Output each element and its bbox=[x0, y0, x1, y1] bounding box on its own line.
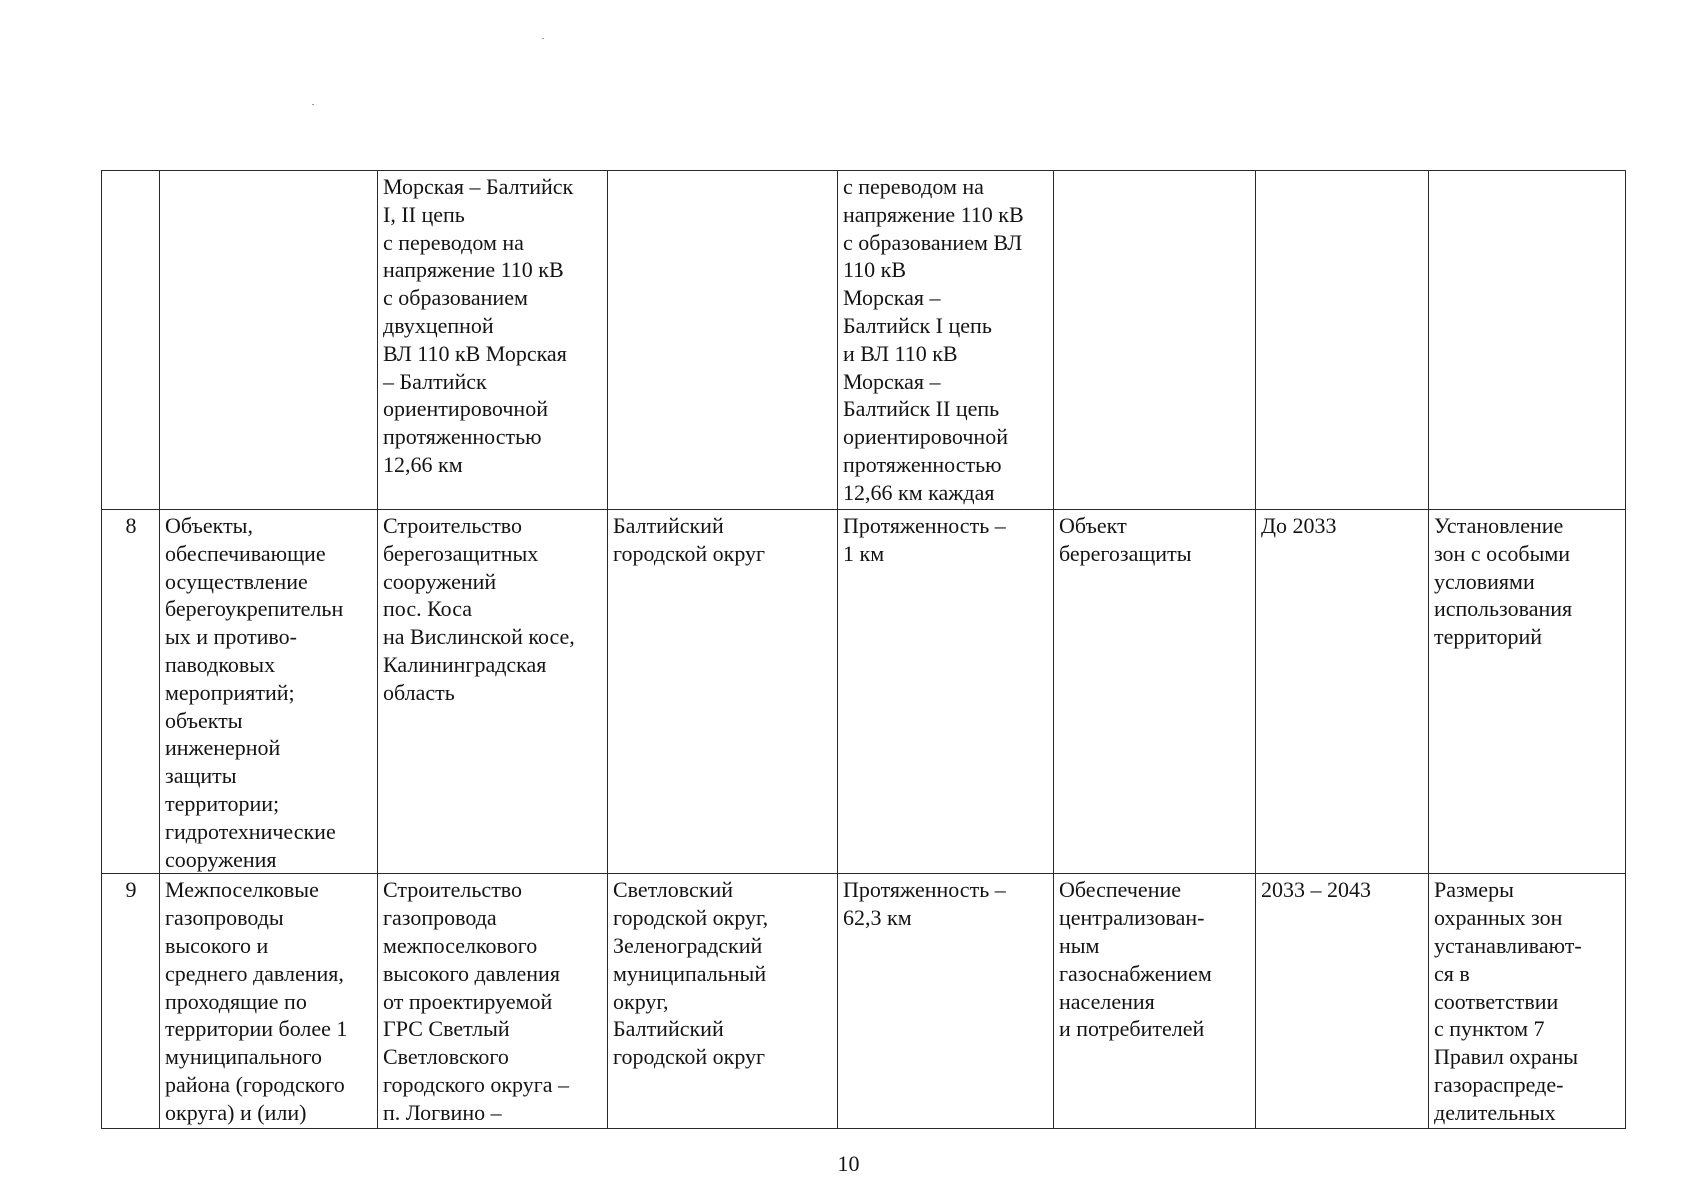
cell-line: на Вислинской косе, bbox=[383, 624, 575, 650]
cell-line: с образованием bbox=[383, 285, 528, 311]
cell-line: охранных зон bbox=[1434, 905, 1563, 931]
cell-line: Морская – bbox=[843, 285, 941, 311]
cell-characteristics bbox=[838, 171, 1054, 510]
cell-line: с переводом на bbox=[843, 174, 984, 199]
cell-location bbox=[608, 510, 838, 874]
cell-line: газопроводы bbox=[165, 905, 284, 931]
cell-line: городской округ bbox=[613, 1044, 766, 1070]
cell-zones bbox=[1429, 510, 1626, 874]
cell-line: Светловский bbox=[613, 877, 734, 903]
cell-line: протяженностью bbox=[843, 451, 1002, 477]
cell-line: городского округа – bbox=[383, 1071, 570, 1097]
cell-line: 12,66 км bbox=[383, 451, 463, 477]
cell-line: берегозащиты bbox=[1059, 540, 1192, 566]
cell-line: До 2033 bbox=[1261, 513, 1337, 538]
cell-line: Балтийск I цепь bbox=[843, 312, 992, 338]
cell-line: Объект bbox=[1059, 513, 1127, 538]
cell-line: Размеры bbox=[1434, 877, 1514, 903]
cell-line: защиты bbox=[165, 763, 237, 789]
cell-line: устанавливают- bbox=[1434, 932, 1582, 958]
cell-object bbox=[160, 510, 378, 874]
page-number: 10 bbox=[837, 1151, 860, 1176]
cell-line: обеспечивающие bbox=[165, 540, 326, 566]
table-row bbox=[102, 510, 1626, 874]
cell-zones bbox=[1429, 171, 1626, 510]
cell-line: инженерной bbox=[165, 735, 281, 761]
cell-line: Калининградская bbox=[383, 651, 547, 677]
cell-line: Обеспечение bbox=[1059, 877, 1181, 903]
cell-period bbox=[1256, 510, 1429, 874]
cell-purpose bbox=[1054, 171, 1256, 510]
cell-line: осуществление bbox=[165, 568, 308, 594]
cell-line: Балтийский bbox=[613, 1016, 724, 1042]
cell-object bbox=[160, 874, 378, 1129]
cell-line: ориентировочной bbox=[843, 424, 1008, 450]
cell-line: напряжение 110 кВ bbox=[843, 201, 1024, 227]
cell-line: территории более 1 bbox=[165, 1016, 348, 1042]
cell-line: область bbox=[383, 679, 455, 705]
cell-line: муниципальный bbox=[613, 960, 767, 986]
cell-line: Протяженность – bbox=[843, 513, 1006, 538]
cell-line: 12,66 км каждая bbox=[843, 479, 995, 505]
cell-line: Морская – Балтийск bbox=[383, 174, 574, 199]
cell-line: Межпоселковые bbox=[165, 877, 319, 903]
cell-line: – Балтийск bbox=[383, 368, 487, 394]
cell-number bbox=[102, 171, 160, 510]
cell-line: Морская – bbox=[843, 368, 941, 394]
cell-description bbox=[378, 874, 608, 1129]
cell-line: Строительство bbox=[383, 513, 523, 538]
cell-zones bbox=[1429, 874, 1626, 1129]
cell-line: пос. Коса bbox=[383, 596, 473, 622]
cell-line: и ВЛ 110 кВ bbox=[843, 340, 958, 366]
cell-characteristics bbox=[838, 510, 1054, 874]
cell-line: I, II цепь bbox=[383, 201, 465, 227]
cell-line: и потребителей bbox=[1059, 1016, 1205, 1042]
cell-line: Зеленоградский bbox=[613, 932, 763, 958]
cell-line: территорий bbox=[1434, 624, 1543, 650]
cell-line: с переводом на bbox=[383, 229, 524, 255]
cell-line: паводковых bbox=[165, 651, 276, 677]
cell-line: напряжение 110 кВ bbox=[383, 257, 564, 283]
cell-location bbox=[608, 171, 838, 510]
cell-line: Балтийск II цепь bbox=[843, 396, 1000, 422]
cell-line: с пунктом 7 bbox=[1434, 1016, 1545, 1042]
cell-period bbox=[1256, 171, 1429, 510]
cell-purpose bbox=[1054, 874, 1256, 1129]
cell-line: использования bbox=[1434, 596, 1573, 622]
table-row bbox=[102, 874, 1626, 1129]
cell-line: Строительство bbox=[383, 877, 523, 903]
cell-line: Объекты, bbox=[165, 513, 253, 538]
cell-line: проходящие по bbox=[165, 988, 307, 1014]
scan-speck bbox=[312, 104, 314, 105]
cell-line: условиями bbox=[1434, 568, 1535, 594]
cell-line: ориентировочной bbox=[383, 396, 548, 422]
cell-line: среднего давления, bbox=[165, 960, 344, 986]
cell-object bbox=[160, 171, 378, 510]
cell-line: зон с особыми bbox=[1434, 540, 1571, 566]
cell-line: высокого давления bbox=[383, 960, 560, 986]
cell-line: сооружения bbox=[165, 846, 277, 872]
cell-line: газораспреде- bbox=[1434, 1071, 1564, 1097]
cell-period bbox=[1256, 874, 1429, 1129]
cell-line: п. Логвино – bbox=[383, 1099, 502, 1125]
cell-line: Светловского bbox=[383, 1044, 509, 1070]
cell-line: ВЛ 110 кВ Морская bbox=[383, 340, 567, 366]
cell-line: 110 кВ bbox=[843, 257, 907, 283]
cell-line: района (городского bbox=[165, 1071, 345, 1097]
cell-line: межпоселкового bbox=[383, 932, 538, 958]
cell-line: 2033 – 2043 bbox=[1261, 877, 1371, 903]
scan-speck bbox=[542, 38, 544, 39]
cell-description bbox=[378, 510, 608, 874]
cell-line: с образованием ВЛ bbox=[843, 229, 1023, 255]
cell-line: высокого и bbox=[165, 932, 269, 958]
cell-line: Правил охраны bbox=[1434, 1044, 1579, 1070]
cell-line: ГРС Светлый bbox=[383, 1016, 510, 1042]
cell-line: населения bbox=[1059, 988, 1155, 1014]
cell-line: газопровода bbox=[383, 905, 497, 931]
cell-location bbox=[608, 874, 838, 1129]
cell-number: 8 bbox=[102, 510, 160, 874]
cell-number: 9 bbox=[102, 874, 160, 1129]
cell-line: Балтийский bbox=[613, 513, 724, 538]
cell-line: соответствии bbox=[1434, 988, 1559, 1014]
cell-line: Протяженность – bbox=[843, 877, 1006, 903]
cell-line: 1 км bbox=[843, 540, 885, 566]
cell-line: берегоукрепительн bbox=[165, 596, 344, 622]
cell-line: берегозащитных bbox=[383, 540, 539, 566]
cell-line: от проектируемой bbox=[383, 988, 553, 1014]
planning-table bbox=[101, 170, 1626, 1129]
cell-line: протяженностью bbox=[383, 424, 542, 450]
cell-line: сооружений bbox=[383, 568, 497, 594]
cell-line: двухцепной bbox=[383, 312, 494, 338]
cell-line: ся в bbox=[1434, 960, 1470, 986]
table-row bbox=[102, 171, 1626, 510]
cell-line: объекты bbox=[165, 707, 243, 733]
cell-line: муниципального bbox=[165, 1044, 323, 1070]
cell-line: Установление bbox=[1434, 513, 1564, 538]
cell-line: централизован- bbox=[1059, 905, 1205, 931]
table-body bbox=[102, 171, 1626, 1129]
cell-line: ным bbox=[1059, 932, 1100, 958]
cell-line: делительных bbox=[1434, 1099, 1556, 1125]
cell-line: территории; bbox=[165, 790, 280, 816]
cell-line: гидротехнические bbox=[165, 818, 336, 844]
cell-purpose bbox=[1054, 510, 1256, 874]
cell-line: ых и противо- bbox=[165, 624, 297, 650]
cell-line: 62,3 км bbox=[843, 905, 912, 931]
cell-line: округа) и (или) bbox=[165, 1099, 307, 1125]
cell-line: газоснабжением bbox=[1059, 960, 1212, 986]
cell-characteristics bbox=[838, 874, 1054, 1129]
cell-description bbox=[378, 171, 608, 510]
cell-line: мероприятий; bbox=[165, 679, 295, 705]
cell-line: городской округ bbox=[613, 540, 766, 566]
cell-line: городской округ, bbox=[613, 905, 769, 931]
cell-line: округ, bbox=[613, 988, 669, 1014]
